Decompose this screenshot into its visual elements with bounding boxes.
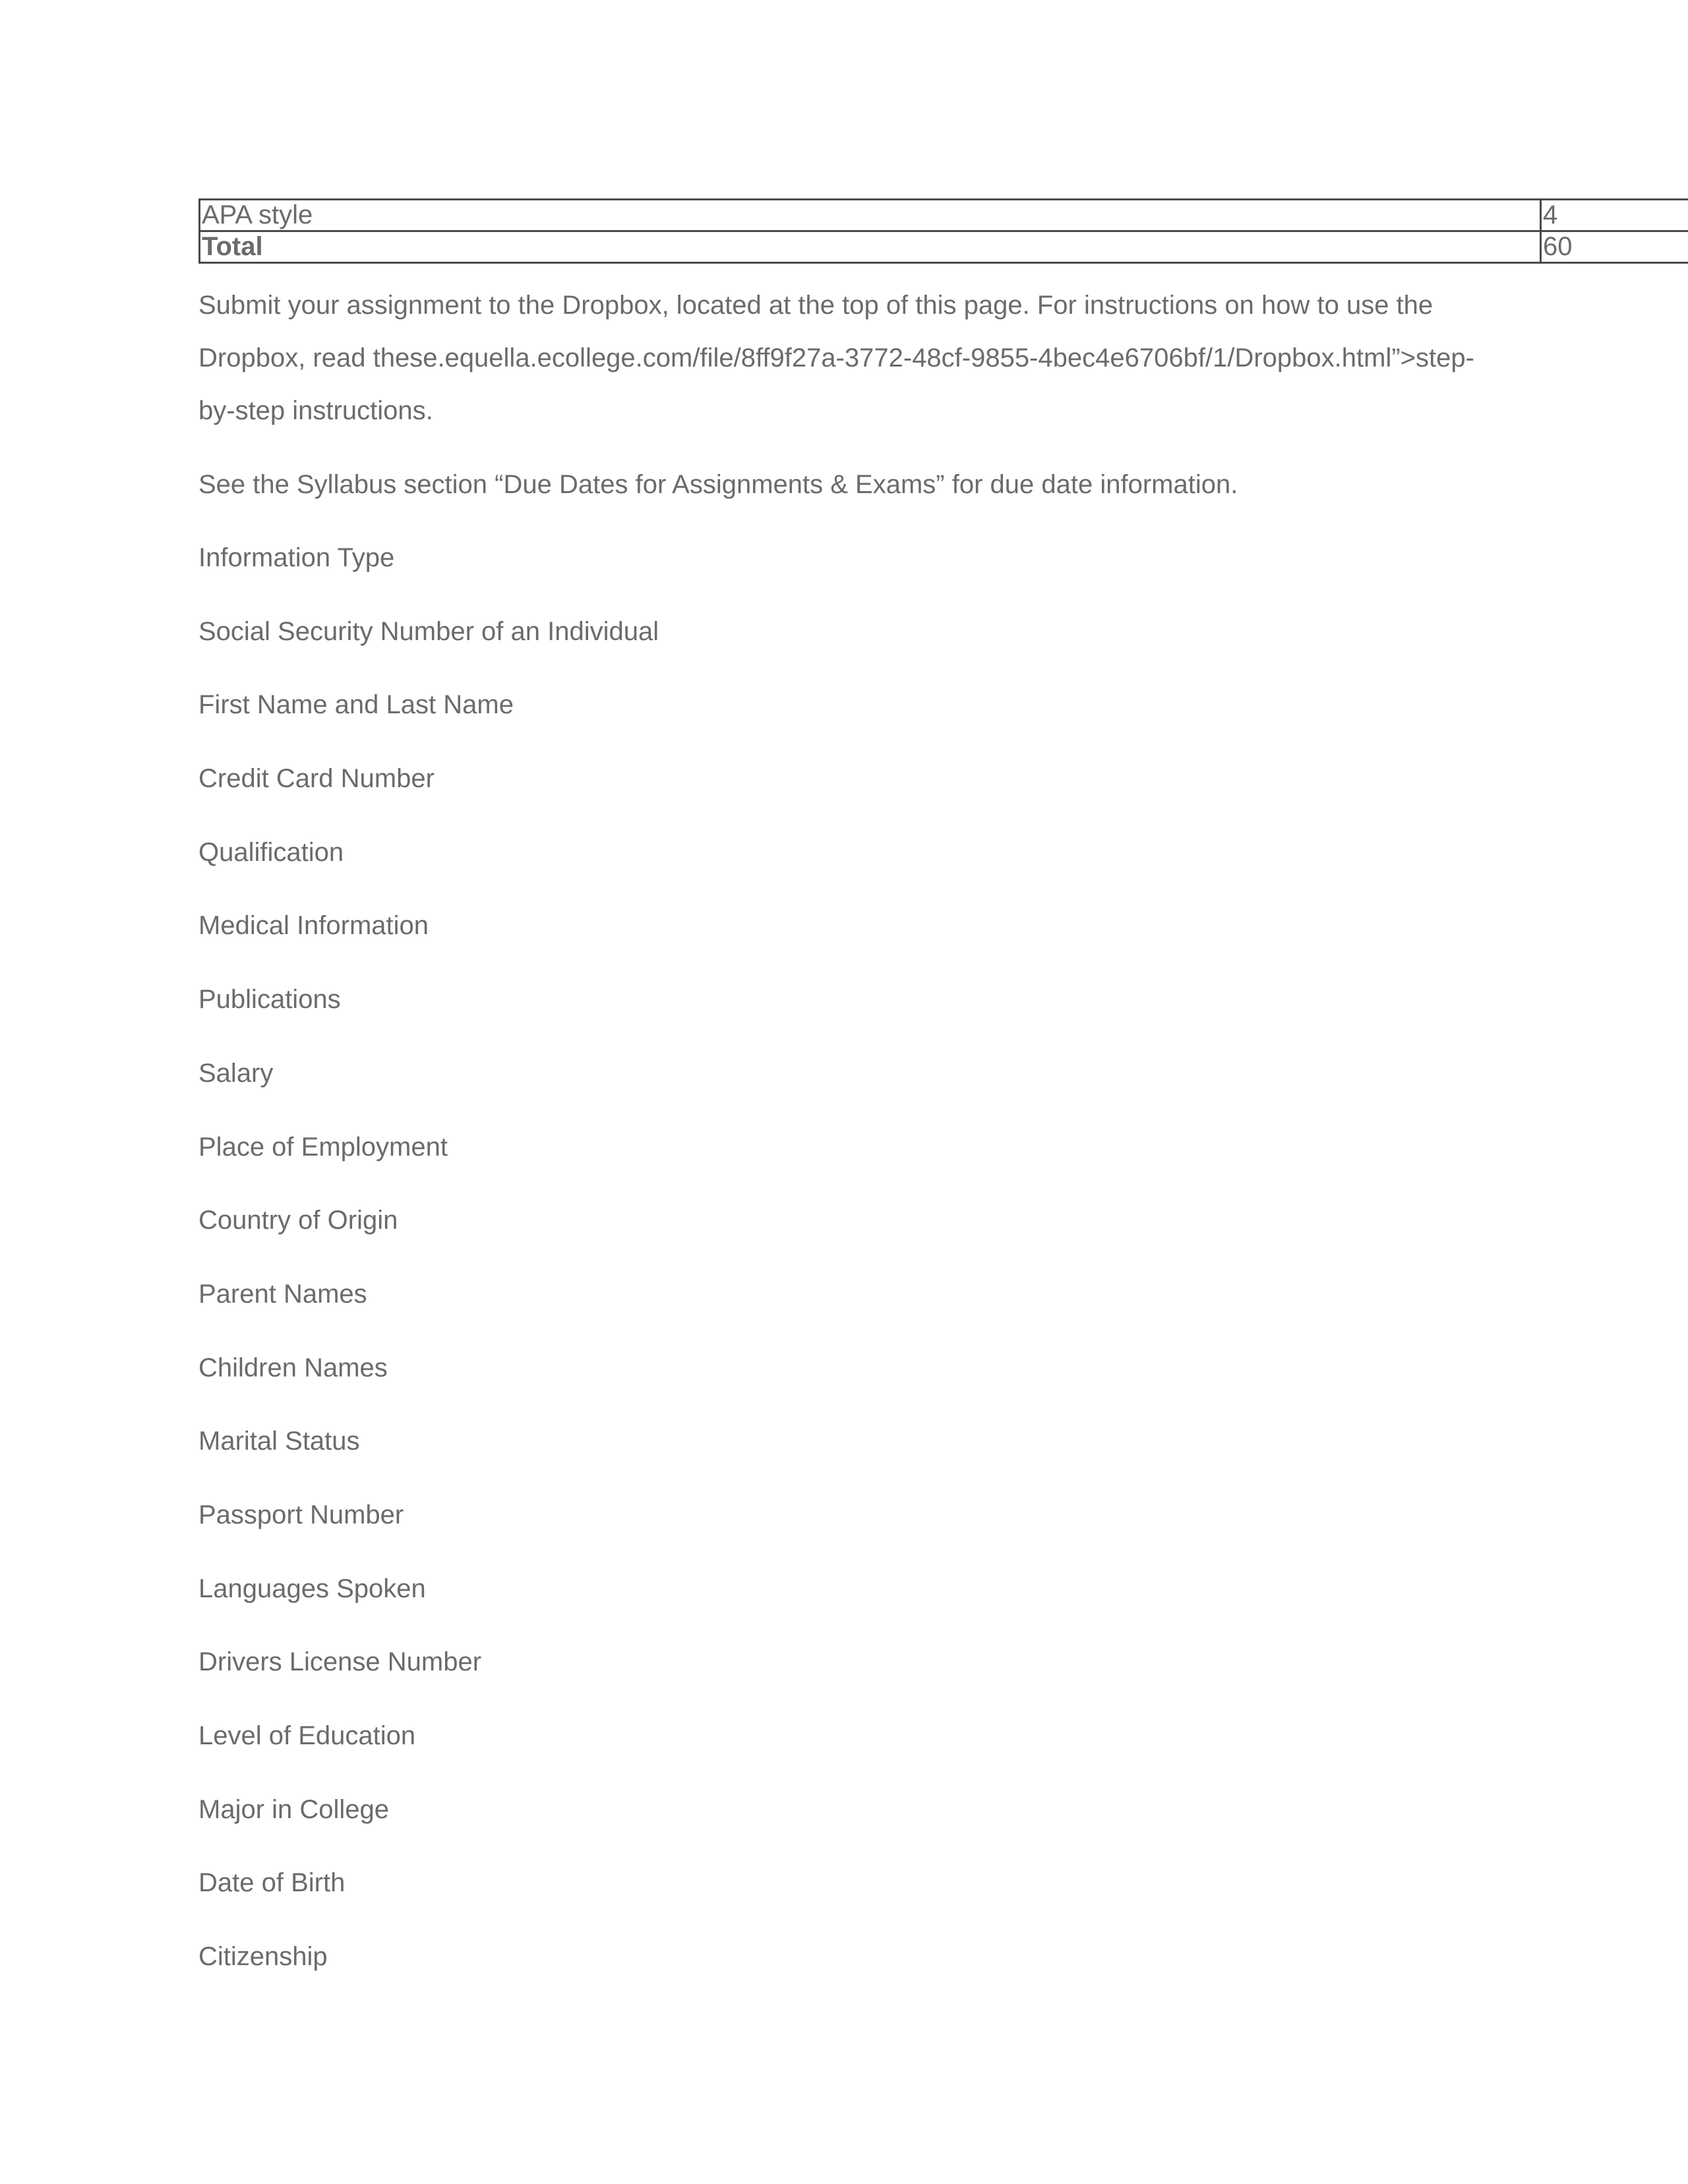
list-item: Citizenship xyxy=(198,1942,328,1972)
list-item: Place of Employment xyxy=(198,1132,448,1162)
list-item: First Name and Last Name xyxy=(198,690,514,720)
list-item: Passport Number xyxy=(198,1500,404,1529)
list-item: Date of Birth xyxy=(198,1868,346,1898)
list-item: Information Type xyxy=(198,543,395,572)
information-type-list xyxy=(198,531,659,2004)
list-item: Qualification xyxy=(198,837,344,867)
rubric-table xyxy=(198,198,1688,264)
rubric-points-cell: 4 xyxy=(1541,200,1688,231)
list-item: Social Security Number of an Individual xyxy=(198,616,659,646)
list-item: Parent Names xyxy=(198,1279,367,1309)
list-item: Publications xyxy=(198,985,341,1015)
list-item: Credit Card Number xyxy=(198,764,435,794)
list-item: Marital Status xyxy=(198,1427,360,1456)
list-item: Major in College xyxy=(198,1794,390,1824)
list-item: Children Names xyxy=(198,1353,388,1382)
list-item: Level of Education xyxy=(198,1721,416,1750)
rubric-total-points: 60 xyxy=(1541,231,1688,263)
list-item: Languages Spoken xyxy=(198,1574,426,1603)
rubric-row-apa-style xyxy=(200,200,1688,231)
list-item: Medical Information xyxy=(198,911,429,941)
list-item: Country of Origin xyxy=(198,1206,398,1235)
list-item: Drivers License Number xyxy=(198,1647,482,1677)
submit-instructions-paragraph: Submit your assignment to the Dropbox, located at the top of this page. For instructions on how to use the Dropbox, read these.equella.ecollege.com/file/8ff9f27a-3772-48cf-9855-4bec4e6706bf/1/Dropbox.html”>step-by-step instructions. xyxy=(198,291,1474,425)
rubric-total-label: Total xyxy=(200,231,1541,263)
syllabus-note-paragraph: See the Syllabus section “Due Dates for Assignments & Exams” for due date information. xyxy=(198,470,1238,499)
list-item: Salary xyxy=(198,1058,274,1088)
rubric-row-total xyxy=(200,231,1688,263)
rubric-criteria-cell: APA style xyxy=(200,200,1541,231)
